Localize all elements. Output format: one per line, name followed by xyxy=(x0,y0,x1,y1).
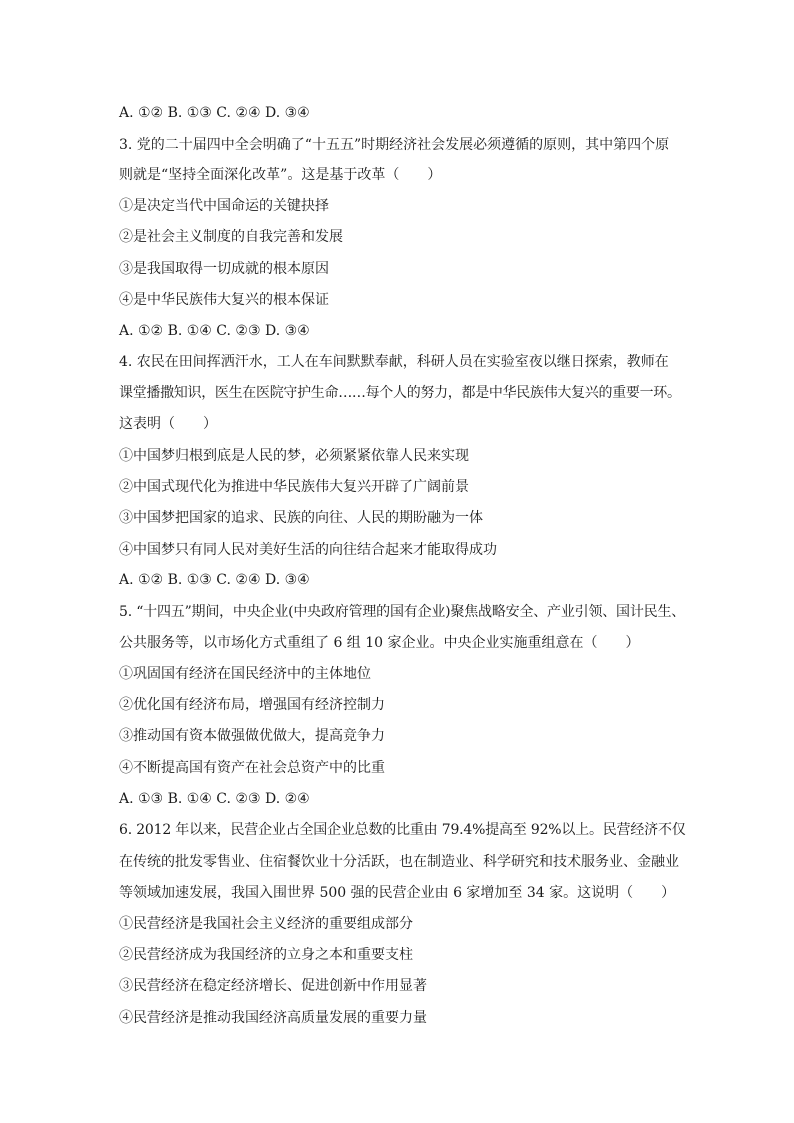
q6-option-2: ②民营经济成为我国经济的立身之本和重要支柱 xyxy=(119,947,413,963)
q4-stem-line-2: 课堂播撒知识，医生在医院守护生命……每个人的努力，都是中华民族伟大复兴的重要一环。 xyxy=(119,385,681,401)
q3-stem-line-1: 3. 党的二十届四中全会明确了“十五五”时期经济社会发展必须遵循的原则，其中第四个原 xyxy=(119,137,670,153)
q3-option-3: ③是我国取得一切成就的根本原因 xyxy=(119,261,329,277)
q6-stem-line-2: 在传统的批发零售业、住宿餐饮业十分活跃，也在制造业、科学研究和技术服务业、金融业 xyxy=(119,854,679,870)
q6-option-1: ①民营经济是我国社会主义经济的重要组成部分 xyxy=(119,916,413,932)
q5-stem-line-2: 公共服务等，以市场化方式重组了 6 组 10 家企业。中央企业实施重组意在（ ） xyxy=(119,635,640,651)
q3-option-2: ②是社会主义制度的自我完善和发展 xyxy=(119,229,343,245)
q4-stem-line-1: 4. 农民在田间挥洒汗水，工人在车间默默奉献，科研人员在实验室夜以继日探索，教师在 xyxy=(119,354,669,370)
q5-option-4: ④不断提高国有资产在社会总资产中的比重 xyxy=(119,760,385,776)
q2-answer-choices: A. ①② B. ①③ C. ②④ D. ③④ xyxy=(119,105,310,121)
q4-option-1: ①中国梦归根到底是人民的梦，必须紧紧依靠人民来实现 xyxy=(119,448,469,464)
q3-option-4: ④是中华民族伟大复兴的根本保证 xyxy=(119,292,329,308)
q3-stem-line-2: 则就是“坚持全面深化改革”。这是基于改革（ ） xyxy=(119,167,442,183)
q3-option-1: ①是决定当代中国命运的关键抉择 xyxy=(119,198,329,214)
q5-stem-line-1: 5. “十四五”期间，中央企业(中央政府管理的国有企业)聚焦战略安全、产业引领、国计民生、 xyxy=(119,604,686,620)
q4-answer-choices: A. ①② B. ①③ C. ②④ D. ③④ xyxy=(119,572,310,588)
q4-stem-line-3: 这表明（ ） xyxy=(119,416,217,432)
q6-stem-line-1: 6. 2012 年以来，民营企业占全国企业总数的比重由 79.4%提高至 92%以上。民营经济不仅 xyxy=(119,822,686,838)
q3-answer-choices: A. ①② B. ①④ C. ②③ D. ③④ xyxy=(119,323,310,339)
q5-option-3: ③推动国有资本做强做优做大，提高竞争力 xyxy=(119,728,385,744)
q6-option-3: ③民营经济在稳定经济增长、促进创新中作用显著 xyxy=(119,978,427,994)
q4-option-2: ②中国式现代化为推进中华民族伟大复兴开辟了广阔前景 xyxy=(119,479,469,495)
q5-answer-choices: A. ①③ B. ①④ C. ②③ D. ②④ xyxy=(119,791,310,807)
q4-option-4: ④中国梦只有同人民对美好生活的向往结合起来才能取得成功 xyxy=(119,542,497,558)
q6-option-4: ④民营经济是推动我国经济高质量发展的重要力量 xyxy=(119,1010,427,1026)
q5-option-2: ②优化国有经济布局，增强国有经济控制力 xyxy=(119,697,385,713)
q6-stem-line-3: 等领域加速发展，我国入围世界 500 强的民营企业由 6 家增加至 34 家。这说明（ ） xyxy=(119,885,676,901)
q5-option-1: ①巩固国有经济在国民经济中的主体地位 xyxy=(119,666,371,682)
q4-option-3: ③中国梦把国家的追求、民族的向往、人民的期盼融为一体 xyxy=(119,510,483,526)
